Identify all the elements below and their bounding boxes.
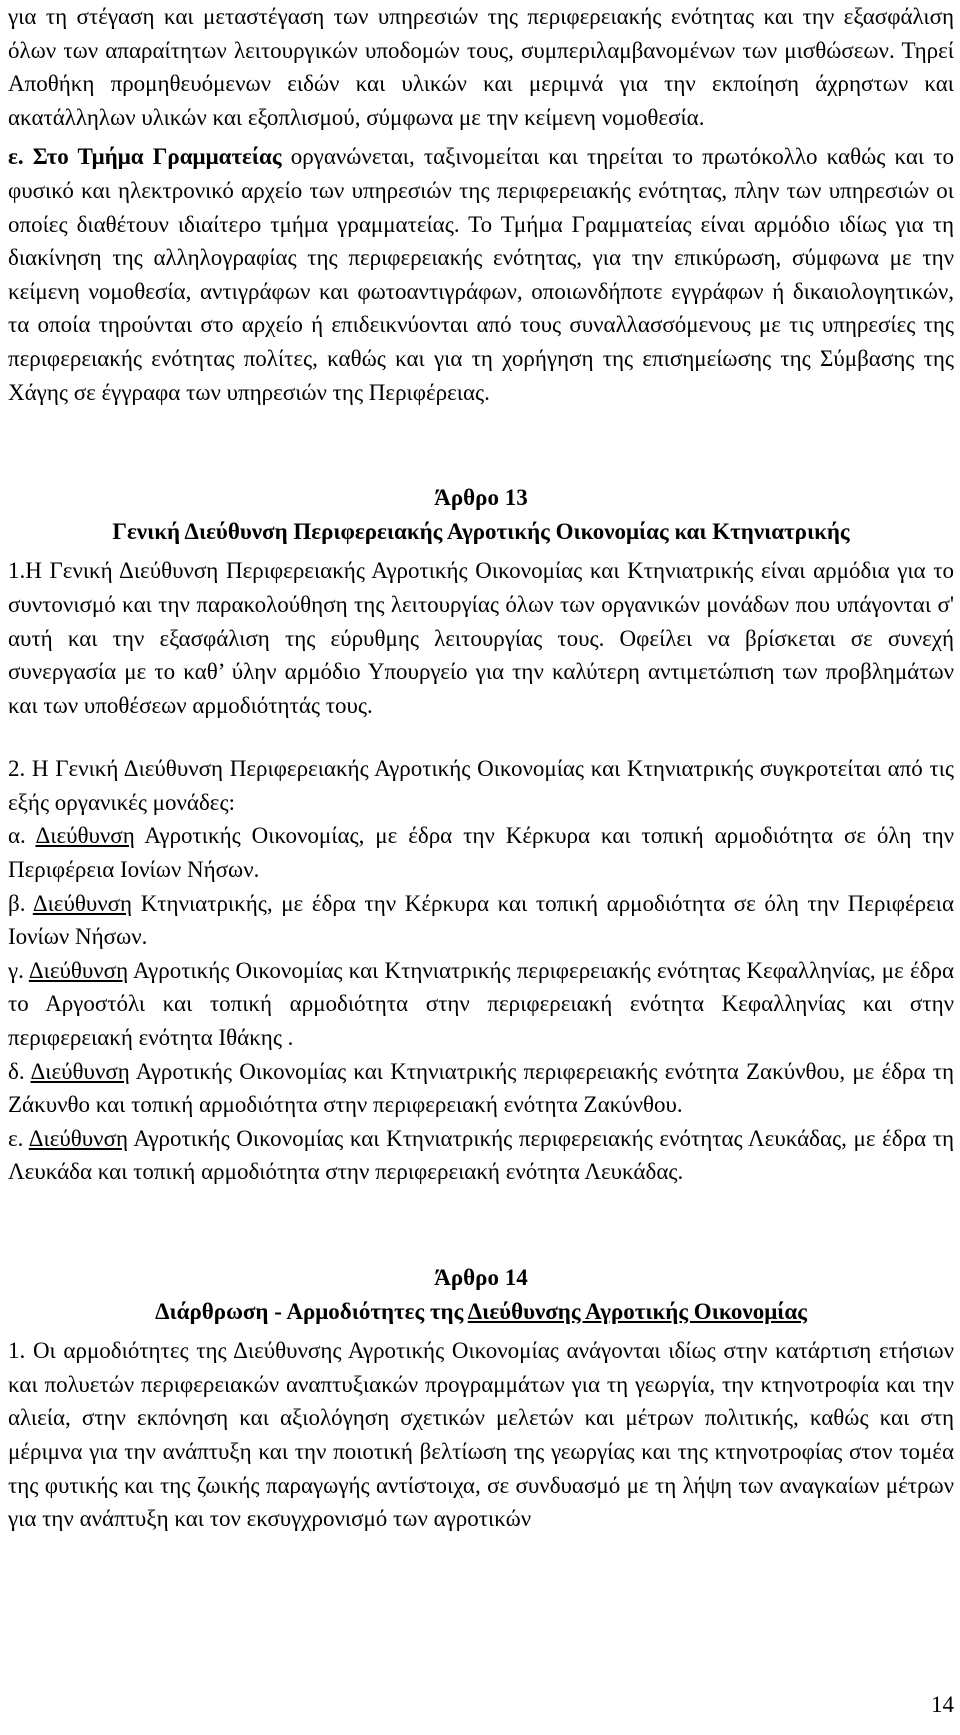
article-14-title: Διάρθρωση - Αρμοδιότητες της Διεύθυνσης Αγροτικής Οικονομίας bbox=[155, 1298, 807, 1324]
item-e-unit: Διεύθυνση bbox=[28, 1125, 129, 1151]
item-b-unit: Διεύθυνση bbox=[32, 890, 133, 916]
paragraph-storage-and-supplies: για τη στέγαση και μεταστέγαση των υπηρεσιών της περιφερειακής ενότητας και την εξασφάλιση όλων των απαραίτητων λειτουργικών υποδομών τους, συμπεριλαμβανομένων των μισθώσεων. Τηρεί Αποθήκη προμηθευόμενων ειδών και υλικών και μεριμνά για την εκποίηση άχρηστων και ακατάλληλων υλικών και εξοπλισμού, σύμφωνα με την κείμενη νομοθεσία. bbox=[8, 4, 954, 130]
article-13-paragraph-1: 1.Η Γενική Διεύθυνση Περιφερειακής Αγροτικής Οικονομίας και Κτηνιατρικής είναι αρμόδια για το συντονισμό και την παρακολούθηση της λειτουργίας όλων των οργανικών μονάδων που υπάγονται σ' αυτή και την εξασφάλιση της εύρυθμης λειτουργίας τους. Οφείλει να βρίσκεται σε συνεχή συνεργασία με το καθ’ ύλην αρμόδιο Υπουργείο για την καλύτερη αντιμετώπιση των προβλημάτων και των υποθέσεων αρμοδιότητάς τους. bbox=[8, 558, 954, 718]
article-13-item-c: γ. Διεύθυνση Αγροτικής Οικονομίας και Κτηνιατρικής περιφερειακής ενότητας Κεφαλληνίας, με έδρα το Αργοστόλι και τοπική αρμοδιότητα στην περιφερειακή ενότητα Κεφαλληνίας και στην περιφερειακή ενότητα Ιθάκης . bbox=[8, 957, 954, 1051]
article-13-paragraph-2: 2. Η Γενική Διεύθυνση Περιφερειακής Αγροτικής Οικονομίας και Κτηνιατρικής συγκροτείται από τις εξής οργανικές μονάδες: bbox=[8, 756, 954, 815]
secretariat-section-text: οργανώνεται, ταξινομείται και τηρείται το πρωτόκολλο καθώς και το φυσικό και ηλεκτρονικό αρχείο των υπηρεσιών της περιφερειακής ενότητας, πλην των υπηρεσιών οι οποίες διαθέτουν ιδιαίτερο τμήμα γραμματείας. Το Τμήμα Γραμματείας είναι αρμόδιο ιδίως για τη διακίνηση της αλληλογραφίας της περιφερειακής ενότητας, για την επικύρωση, σύμφωνα με την κείμενη νομοθεσία, αντιγράφων και φωτοαντιγράφων, οποιωνδήποτε εγγράφων ή δικαιολογητικών, τα οποία τηρούνται στο αρχείο ή επιδεικνύονται από τους συναλλασσόμενους με τις υπηρεσίες της περιφερειακής ενότητας πολίτες, καθώς και για τη χορήγηση της επισημείωσης της Σύμβασης της Χάγης σε έγγραφα των υπηρεσιών της Περιφέρειας. bbox=[8, 144, 954, 405]
item-a-unit: Διεύθυνση bbox=[35, 823, 135, 849]
article-14-title-underlined: Διεύθυνσης Αγροτικής Οικονομίας bbox=[467, 1298, 807, 1324]
article-13-item-b: β. Διεύθυνση Κτηνιατρικής, με έδρα την Κέρκυρα και τοπική αρμοδιότητα σε όλη την Περιφέρεια Ιονίων Νήσων. bbox=[8, 890, 955, 950]
item-d-unit: Διεύθυνση bbox=[30, 1058, 130, 1084]
article-14-number: Άρθρο 14 bbox=[434, 1265, 528, 1290]
secretariat-section-lead: ε. Στο Τμήμα Γραμματείας bbox=[8, 144, 282, 170]
item-c-unit: Διεύθυνση bbox=[28, 957, 129, 983]
article-13-title: Γενική Διεύθυνση Περιφερειακής Αγροτικής Οικονομίας και Κτηνιατρικής bbox=[112, 518, 850, 544]
article-14-paragraph-1: 1. Οι αρμοδιότητες της Διεύθυνσης Αγροτικής Οικονομίας ανάγονται ιδίως στην κατάρτιση ετήσιων και πολυετών περιφερειακών αναπτυξιακών προγραμμάτων για τη γεωργία, την κτηνοτροφία και την αλιεία, στην εκπόνηση και αξιολόγηση σχετικών μελετών και μέτρων πολιτικής, καθώς και στη μέριμνα για την ανάπτυξη και την ποιοτική βελτίωση της γεωργίας και της κτηνοτροφίας στον τομέα της φυτικής και της ζωικής παραγωγής αντίστοιχα, σε συνδυασμό με τη λήψη των αναγκαίων μέτρων για την ανάπτυξη και τον εκσυγχρονισμό των αγροτικών bbox=[8, 1338, 954, 1532]
article-13-item-d: δ. Διεύθυνση Αγροτικής Οικονομίας και Κτηνιατρικής περιφερειακής ενότητα Ζακύνθου, με έδρα τη Ζάκυνθο και τοπική αρμοδιότητα στην περιφερειακή ενότητα Ζακύνθου. bbox=[8, 1058, 954, 1118]
document-page bbox=[8, 0, 954, 1735]
page-number: 14 bbox=[931, 1692, 954, 1717]
paragraph-secretariat-section bbox=[8, 140, 954, 409]
article-13-item-e: ε. Διεύθυνση Αγροτικής Οικονομίας και Κτηνιατρικής περιφερειακής ενότητας Λευκάδας, με έδρα τη Λευκάδα και τοπική αρμοδιότητα στην περιφερειακή ενότητα Λευκάδας. bbox=[8, 1125, 954, 1185]
article-13-number: Άρθρο 13 bbox=[434, 485, 528, 511]
article-13-item-a: α. Διεύθυνση Αγροτικής Οικονομίας, με έδρα την Κέρκυρα και τοπική αρμοδιότητα σε όλη την Περιφέρεια Ιονίων Νήσων. bbox=[8, 823, 955, 883]
